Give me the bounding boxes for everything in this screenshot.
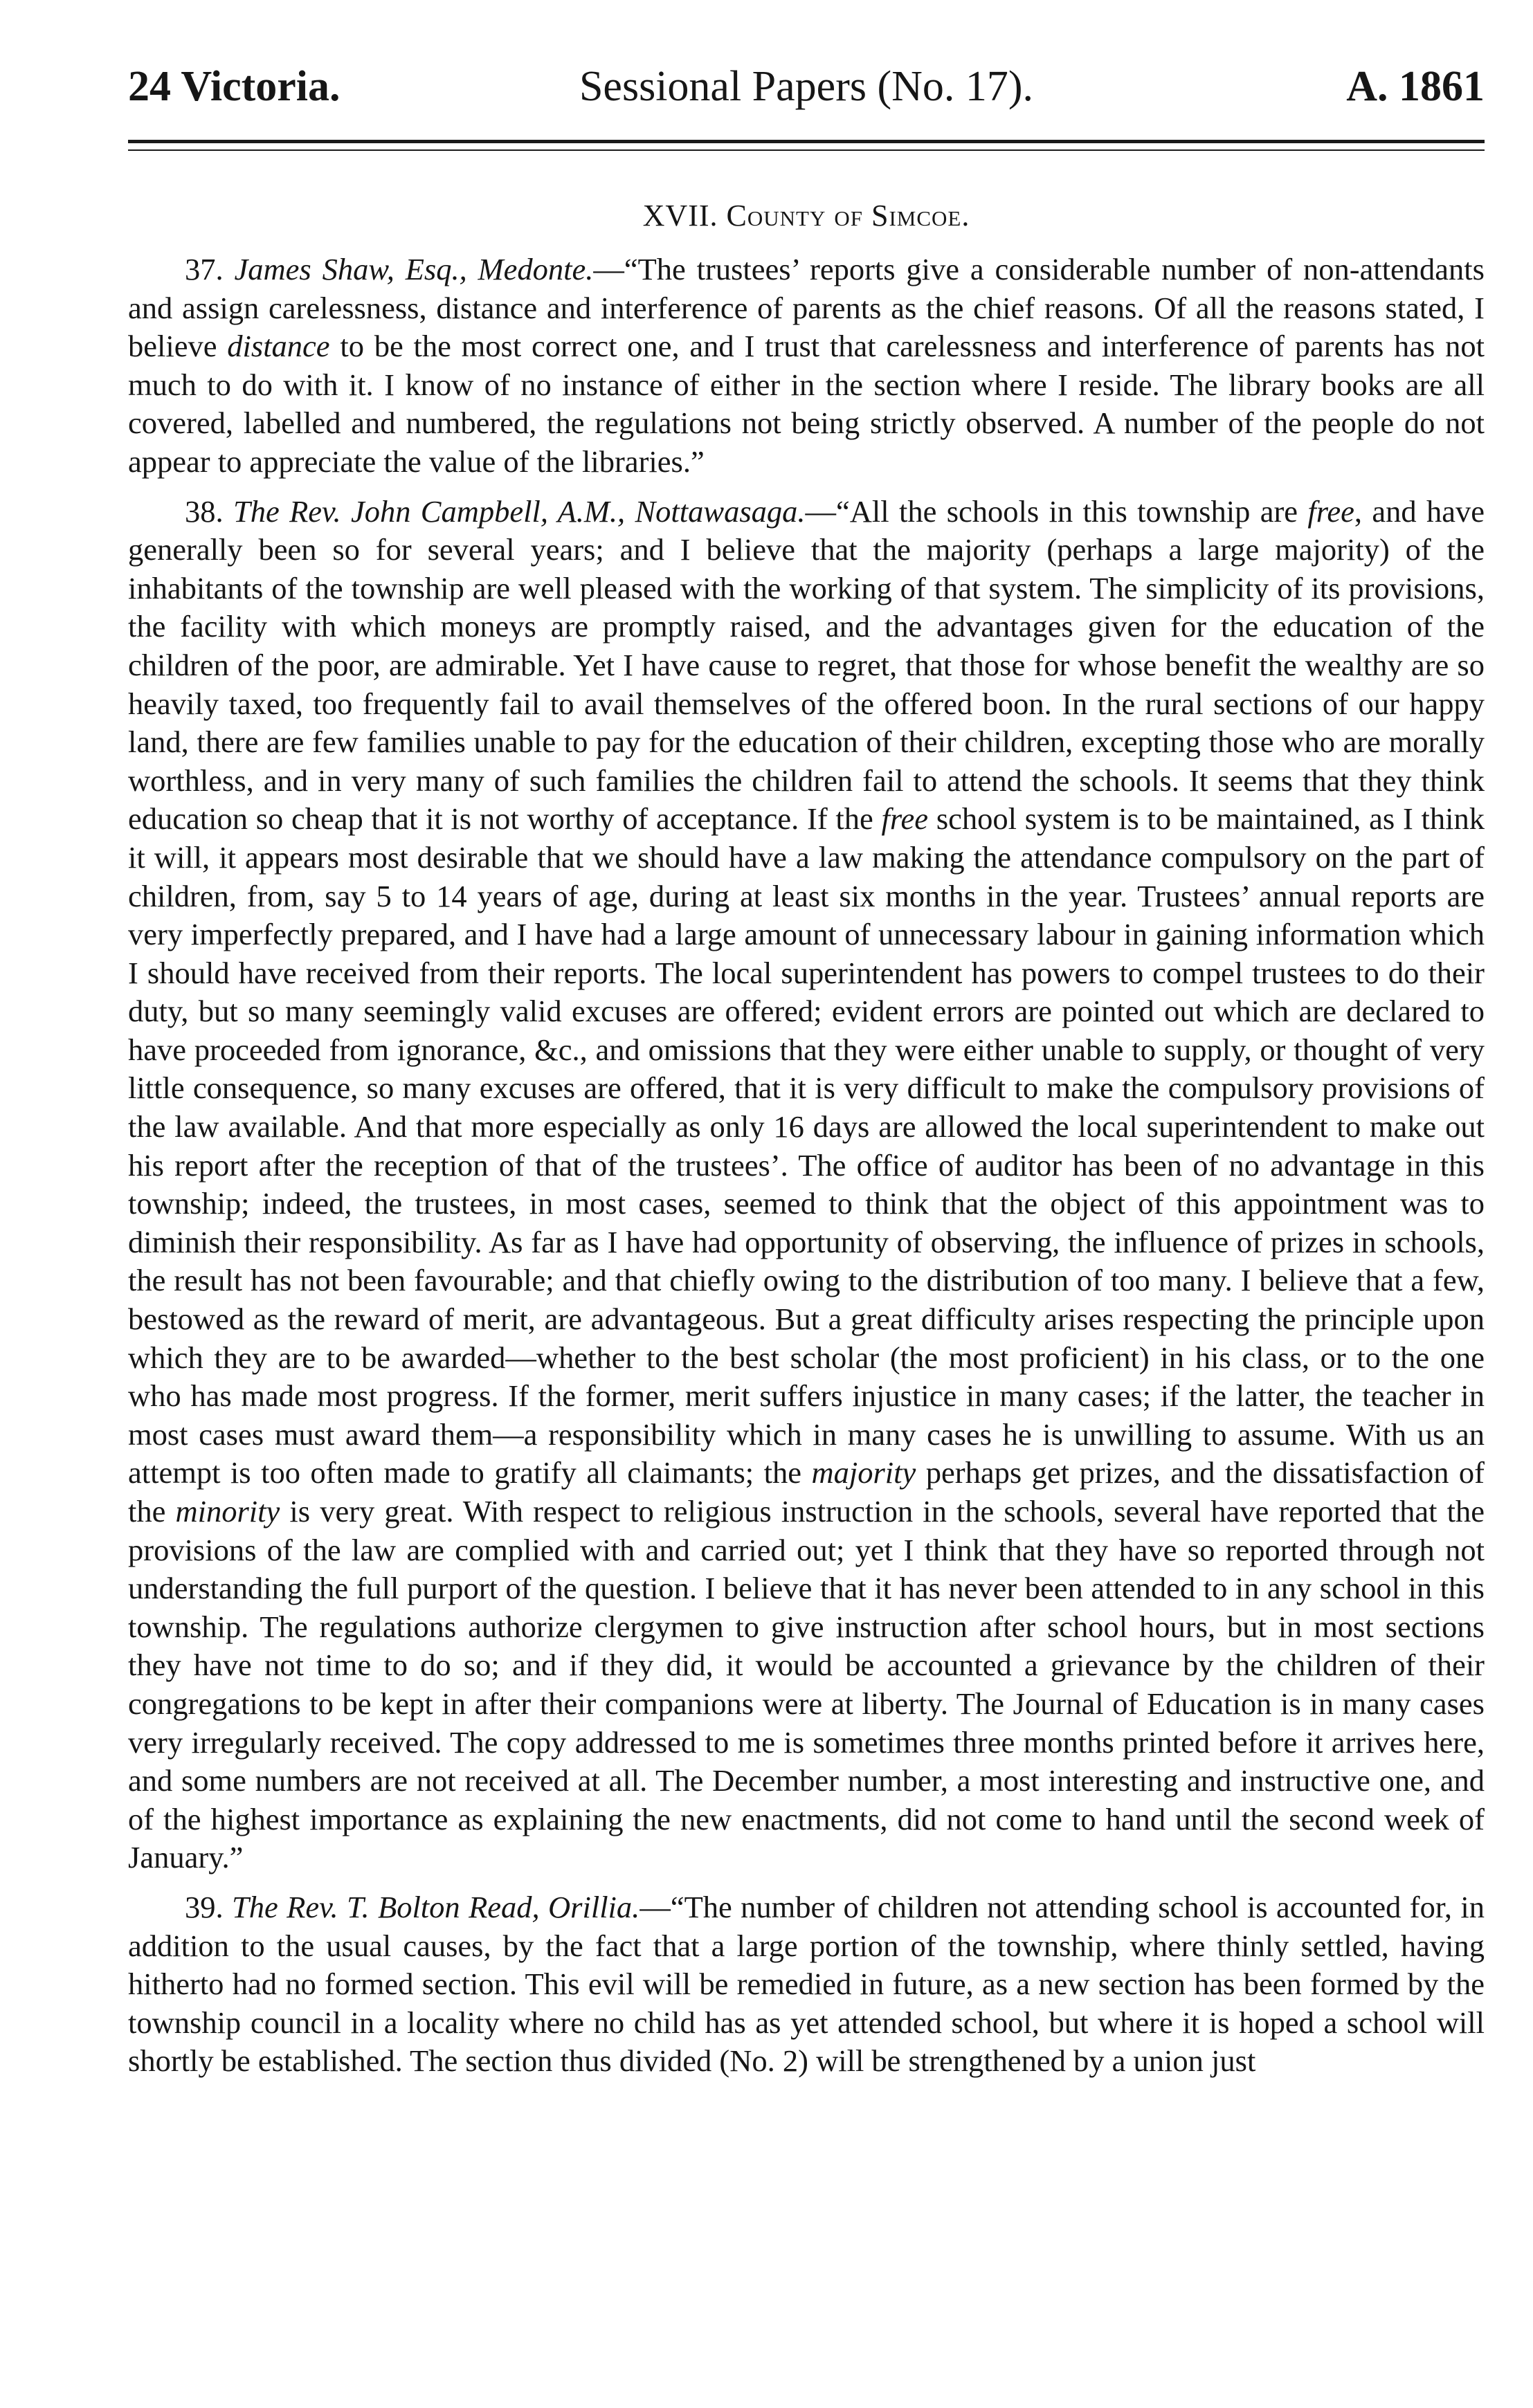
paragraph-number: 37. (185, 252, 224, 286)
paragraph-text: perhaps get prizes, and the dissatisfaction of the (128, 1455, 1485, 1529)
paragraph-text: —“The number of children not attending school is accounted for, in addition to the usual causes, by the fact that a large portion of the township, where thinly settled, having hitherto had no formed section. This evil will be remedied in future, as a new section has been formed by the township council in a locality where no child has as yet attended school, but where it is hoped a school will shortly be established. The section thus divided (No. 2) will be strengthened by a union just (128, 1889, 1485, 2079)
paragraph-attribution: James Shaw, Esq., Medonte. (234, 252, 594, 286)
header-rule-thin (128, 149, 1485, 151)
paragraph-emphasis: distance (227, 329, 330, 364)
header-rule-thick (128, 140, 1485, 143)
paragraph-emphasis: free (881, 801, 929, 837)
running-head-title: Sessional Papers (No. 17). (579, 63, 1034, 110)
document-page (128, 14, 1485, 2394)
paragraph-emphasis: free (1307, 493, 1354, 529)
running-head (128, 52, 1485, 121)
paragraph-39 (128, 1888, 1485, 2081)
paragraph-number: 39. (185, 1889, 224, 1924)
paragraph-number: 38. (185, 493, 224, 529)
paragraph-attribution: The Rev. T. Bolton Read, Orillia. (232, 1889, 640, 1924)
paragraph-text: —“All the schools in this township are (805, 493, 1308, 529)
paragraph-text: to be the most correct one, and I trust that carelessness and interference of parents has not much to do with it. I know of no instance of either in the section where I reside. The library books are all covered, labelled and numbered, the regulations not being strictly observed. A number of the people do not appear to appreciate the value of the libraries.” (128, 329, 1485, 479)
running-head-year: A. 1861 (1346, 63, 1485, 110)
paragraph-text: is very great. With respect to religious instruction in the schools, several have reported that the provisions of the law are complied with and carried out; yet I think that they have so reported through not understanding the full purport of the question. I believe that it has never been attended to in any school in this township. The regulations authorize clergymen to give instruction after school hours, but in most sections they have not time to do so; and if they did, it would be accounted a grievance by the children of their congregations to be kept in after their companions were at liberty. The Journal of Education is in many cases very irregularly received. The copy addressed to me is sometimes three months printed before it arrives here, and some numbers are not received at all. The December number, a most interesting and instructive one, and of the highest importance as explaining the new enactments, did not come to hand until the second week of January.” (128, 1494, 1485, 1875)
paragraph-text: school system is to be maintained, as I think it will, it appears most desirable that we should have a law making the attendance compulsory on the part of children, from, say 5 to 14 years of age, during at least six months in the year. Trustees’ annual reports are very imperfectly prepared, and I have had a large amount of unnecessary labour in gaining information which I should have received from their reports. The local superintendent has powers to compel trustees to do their duty, but so many seemingly valid excuses are offered; evident errors are pointed out which are declared to have proceeded from ignorance, &c., and omissions that they were either unable to supply, or thought of very little consequence, so many excuses are offered, that it is very difficult to make the compulsory provisions of the law available. And that more especially as only 16 days are allowed the local superintendent to make out his report after the reception of that of the trustees’. The office of auditor has been of no advantage in this township; indeed, the trustees, in most cases, seemed to think that the object of this appointment was to diminish their responsibility. As far as I have had opportunity of observing, the influence of prizes in schools, the result has not been favourable; and that chiefly owing to the distribution of too many. I believe that a few, bestowed as the reward of merit, are advantageous. But a great difficulty arises respecting the principle upon which they are to be awarded—whether to the best scholar (the most proficient) in his class, or to the one who has made most progress. If the former, merit suffers injustice in many cases; if the latter, the teacher in most cases must award them—a responsibility which in many cases he is unwilling to assume. With us an attempt is too often made to gratify all claimants; the (128, 801, 1485, 1490)
paragraph-emphasis: minority (175, 1494, 280, 1529)
paragraph-text: —“The trustees’ reports give a considerable number of non-attendants and assign carelessness, distance and interference of parents as the chief reasons. Of all the reasons stated, I believe (128, 252, 1485, 364)
body-text (128, 250, 1485, 2092)
paragraph-38 (128, 493, 1485, 1877)
paragraph-text: , and have generally been so for several years; and I believe that the majority (perhaps a large majority) of the inhabitants of the township are well pleased with the working of that system. The simplicity of its provisions, the facility with which moneys are promptly raised, and the advantages given for the education of the children of the poor, are admirable. Yet I have cause to regret, that those for whose benefit the wealthy are so heavily taxed, too frequently fail to avail themselves of the offered boon. In the rural sections of our happy land, there are few families unable to pay for the education of their children, excepting those who are morally worthless, and in very many of such families the children fail to attend the schools. It seems that they think education so cheap that it is not worthy of acceptance. If the (128, 493, 1485, 837)
running-head-regnal-year: 24 Victoria. (128, 63, 341, 110)
paragraph-emphasis: majority (811, 1455, 916, 1490)
paragraph-37 (128, 250, 1485, 482)
paragraph-attribution: The Rev. John Campbell, A.M., Nottawasaga. (233, 493, 806, 529)
section-heading: XVII. County of Simcoe. (642, 199, 970, 232)
